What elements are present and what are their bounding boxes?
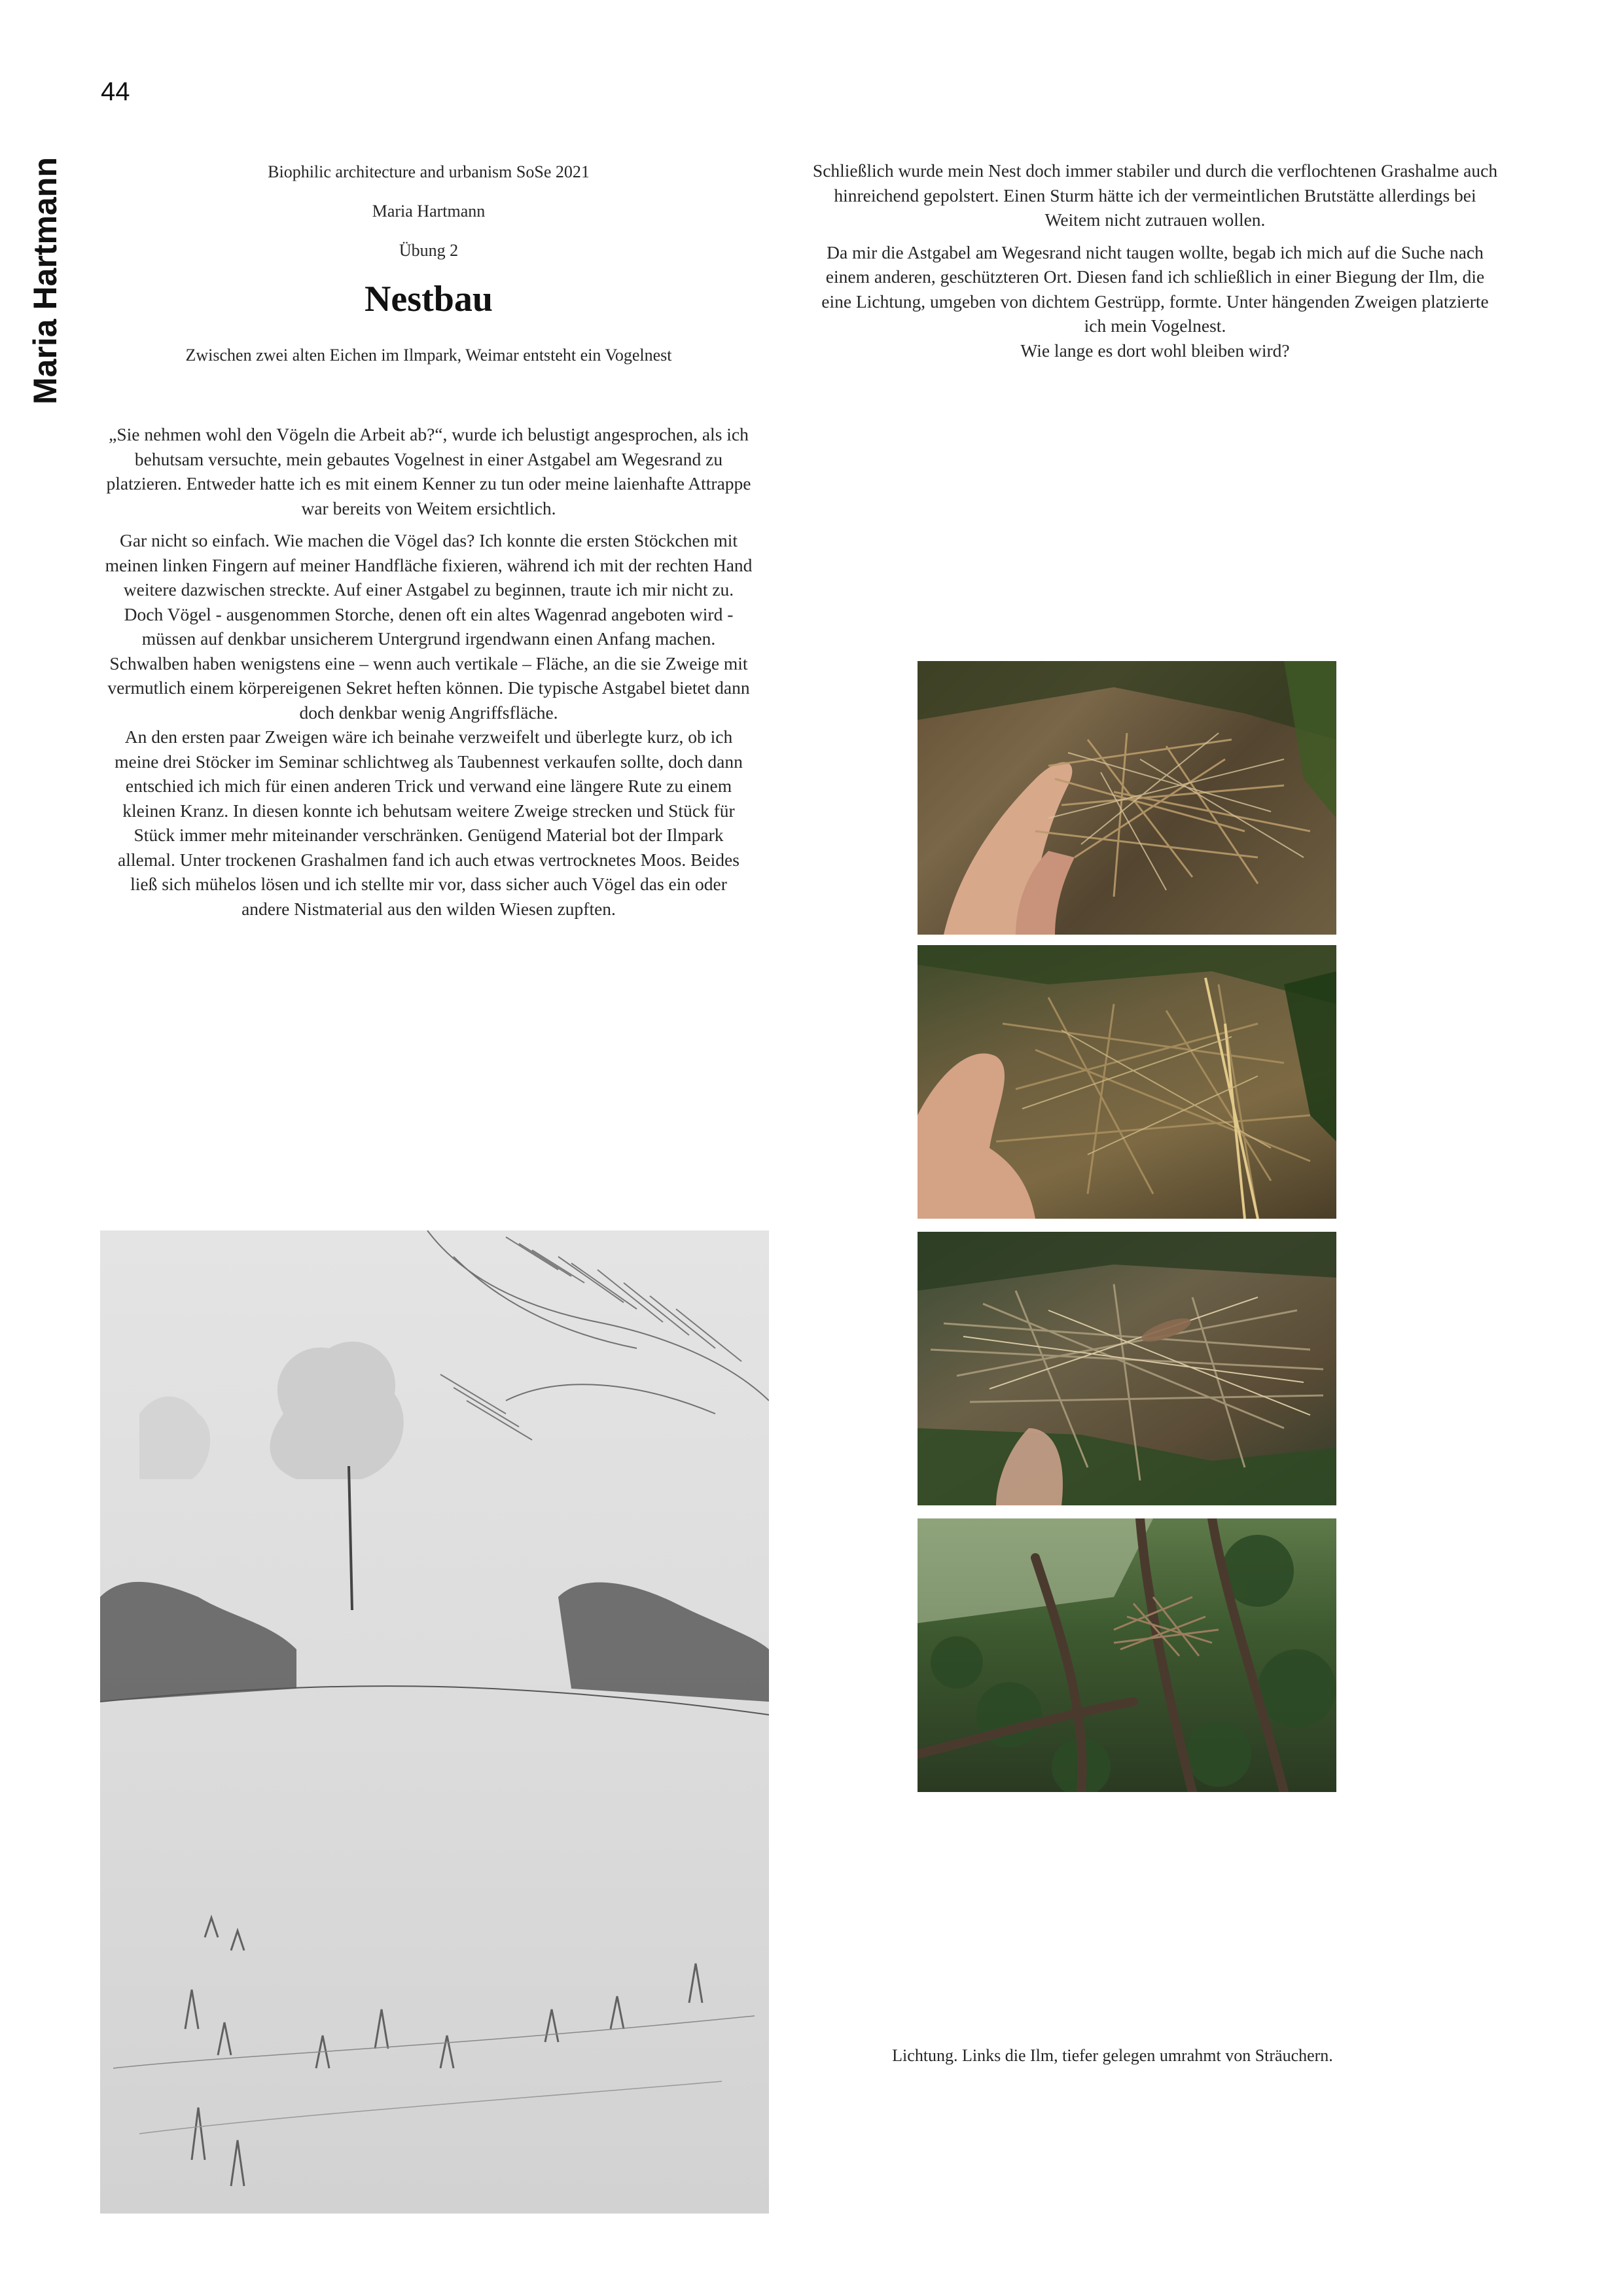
nest-photo-3 — [918, 1232, 1336, 1505]
paragraph: „Sie nehmen wohl den Vögeln die Arbeit ab?“, wurde ich belustigt angesprochen, als ich behutsam versuchte, mein gebautes Vogelnest in einer Astgabel am Wegesrand zu platzieren. Entweder hatte ich es mit einem Kenner zu tun oder meine laienhafte Attrappe war bereits von Weitem ersichtlich. — [106, 424, 751, 518]
exercise-label: Übung 2 — [399, 241, 459, 260]
paragraph: Schließlich wurde mein Nest doch immer stabiler und durch die verflochtenen Grashalme auch hinreichend gepolstert. Einen Sturm hätte ich der vermeintlichen Brutstätte allerdings bei Weitem nicht zutrauen wollen. — [812, 160, 1498, 230]
paragraph: An den ersten paar Zweigen wäre ich beinahe verzweifelt und überlegte kurz, ob ich meine drei Stöcker im Seminar schlichtweg als Taubennest verkaufen sollte, doch dann entschied ich mich für einen anderen Trick und verwand eine längere Rute zu einem kleinen Kranz. In diesen konnte ich behutsam weitere Zweige strecken und Stück für Stück immer mehr miteinander verschränken. Genügend Material bot der Ilmpark allemal. Unter trockenen Grashalmen fand ich auch etwas vertrocknetes Moos. Beides ließ sich mühelos lösen und ich stellte mir vor, dass sicher auch Vögel das ein oder andere Nistmaterial aus den wilden Wiesen zupften. — [115, 726, 743, 919]
paragraph: Da mir die Astgabel am Wegesrand nicht taugen wollte, begab ich mich auf die Suche nach einem anderen, geschützteren Ort. Diesen fand ich schließlich in einer Biegung der Ilm, die eine Lichtung, umgeben von dichtem Gestrüpp, formte. Unter hängenden Zweigen platzierte ich mein Vogelnest. — [821, 242, 1489, 336]
page-number: 44 — [101, 77, 130, 106]
left-text-column — [105, 422, 753, 929]
subtitle: Zwischen zwei alten Eichen im Ilmpark, Weimar entsteht ein Vogelnest — [185, 346, 672, 365]
right-text-column — [812, 158, 1499, 370]
nest-photo-2 — [918, 945, 1336, 1219]
paragraph: Wie lange es dort wohl bleiben wird? — [1020, 340, 1290, 361]
author-name: Maria Hartmann — [372, 202, 486, 221]
nest-photo-1 — [918, 661, 1336, 935]
page-title: Nestbau — [364, 279, 493, 319]
course-title: Biophilic architecture and urbanism SoSe 2021 — [268, 162, 590, 181]
paragraph: Gar nicht so einfach. Wie machen die Vögel das? Ich konnte die ersten Stöckchen mit meinen linken Fingern auf meiner Handfläche fixieren, während ich mit der rechten Hand weitere dazwischen streckte. Auf einer Astgabel zu beginnen, traute ich mir nicht zu. Doch Vögel - ausgenommen Storche, denen oft ein altes Wagenrad angeboten wird - müssen auf denkbar unsicherem Untergrund irgendwann einen Anfang machen. Schwalben haben wenigstens eine – wenn auch vertikale – Fläche, an die sie Zweige mit vermutlich einem körpereigenen Sekret heften können. Die typische Astgabel bietet dann doch denkbar wenig Angriffsfläche. — [105, 530, 753, 723]
side-author-name: Maria Hartmann — [27, 157, 63, 404]
pencil-sketch-clearing — [100, 1230, 769, 2214]
photo-caption: Lichtung. Links die Ilm, tiefer gelegen umrahmt von Sträuchern. — [892, 2046, 1333, 2065]
nest-photo-4 — [918, 1518, 1336, 1792]
